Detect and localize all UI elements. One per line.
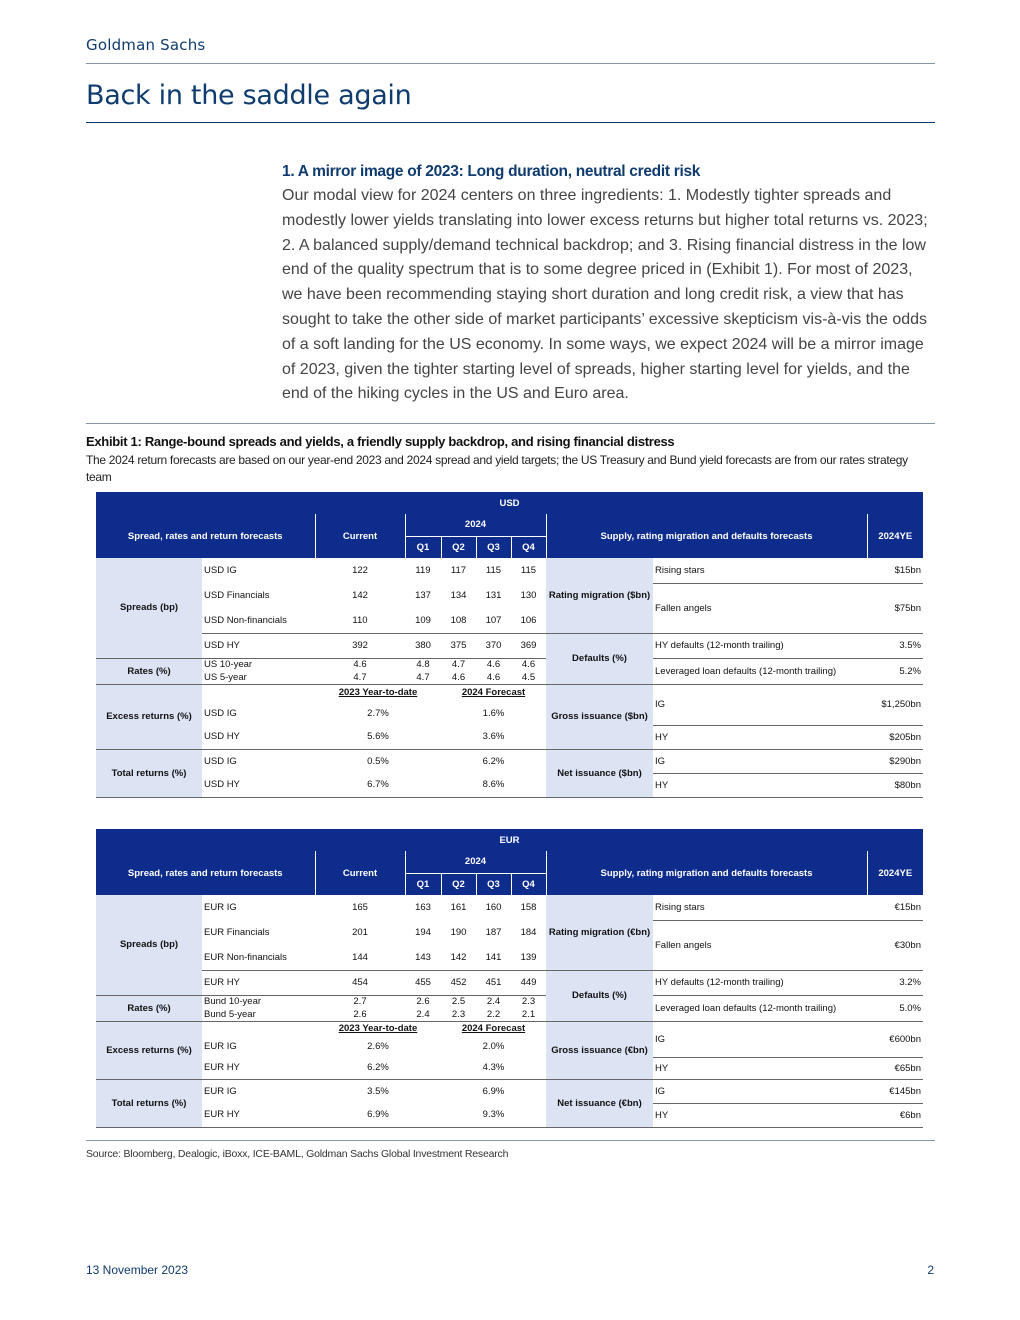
row-q1: 455	[405, 970, 441, 995]
forecast-table-usd	[96, 492, 923, 798]
supply-item: Leveraged loan defaults (12-month trailing)	[653, 995, 867, 1021]
footer-date: 13 November 2023	[86, 1263, 189, 1277]
row-current: 2.7	[353, 996, 367, 1008]
group-migration: Rating migration ($bn)	[546, 558, 653, 633]
header-current: Current	[315, 851, 405, 895]
row-q2: 2.5	[451, 996, 466, 1008]
page-title: Back in the saddle again	[86, 80, 412, 111]
row-q3: 2.4	[486, 996, 501, 1008]
exhibit-divider	[86, 423, 935, 424]
row-q3: 2.2	[476, 1008, 511, 1021]
forecast-table-eur	[96, 829, 923, 1128]
supply-value: 5.2%	[867, 658, 923, 684]
header-supply-forecasts: Supply, rating migration and defaults forecasts	[546, 851, 867, 895]
supply-item: Rising stars	[653, 558, 867, 583]
exhibit-subtitle: The 2024 return forecasts are based on our year-end 2023 and 2024 spread and yield targets; the US Treasury and Bund yield forecasts are from our rates strategy team	[86, 453, 908, 484]
row-ytd: 6.7%	[315, 773, 441, 797]
header-q1: Q1	[405, 536, 441, 558]
row-q1: 2.6	[416, 996, 430, 1008]
row-forecast: 9.3%	[441, 1103, 546, 1127]
row-q4: 2.1	[511, 1008, 546, 1021]
group-excess-returns: Excess returns (%)	[96, 1021, 202, 1079]
group-rates: Rates (%)	[96, 658, 202, 684]
row-name: Bund 10-year	[204, 996, 262, 1008]
supply-value: €6bn	[867, 1103, 923, 1127]
row-q1: 137	[415, 590, 431, 601]
row-forecast: 3.6%	[441, 725, 546, 749]
row-name: USD HY	[202, 773, 315, 797]
group-rates: Rates (%)	[96, 995, 202, 1021]
group-spreads: Spreads (bp)	[96, 895, 202, 995]
group-gross-issuance: Gross issuance (€bn)	[546, 1021, 653, 1079]
row-name: USD Financials	[204, 590, 270, 601]
supply-value: $1,250bn	[867, 684, 923, 725]
row-q1: 109	[405, 608, 441, 633]
row-q2: 134	[450, 590, 467, 601]
supply-value: $290bn	[867, 749, 923, 773]
row-name: EUR IG	[204, 1040, 237, 1052]
row-q4: 130	[520, 590, 537, 601]
row-q1: 2.4	[405, 1008, 441, 1021]
row-ytd: 6.9%	[315, 1103, 441, 1127]
supply-value: 3.5%	[867, 633, 923, 658]
row-q4: 115	[520, 565, 537, 576]
group-total-returns: Total returns (%)	[96, 749, 202, 797]
group-gross-issuance: Gross issuance ($bn)	[546, 684, 653, 749]
header-current: Current	[315, 514, 405, 558]
row-name: EUR IG	[204, 902, 237, 913]
row-forecast: 6.9%	[482, 1085, 505, 1097]
row-q3: 4.6	[476, 671, 511, 684]
row-current: 4.7	[315, 671, 405, 684]
row-name: USD IG	[204, 707, 237, 719]
row-q4: 369	[511, 633, 546, 658]
row-ytd: 5.6%	[315, 725, 441, 749]
row-q2: 161	[450, 902, 467, 913]
header-spread-forecasts: Spread, rates and return forecasts	[96, 514, 315, 558]
section-paragraph: Our modal view for 2024 centers on three ingredients: 1. Modestly tighter spreads and modestly lower yields translating into lower excess returns but higher total returns vs. 2023; 2. A balanced supply/demand technical backdrop; and 3. Rising financial distress in the low end of the quality spectrum that is to some degree priced in (Exhibit 1). For most of 2023, we have been recommending staying short duration and long credit risk, a view that has sought to take the other side of market participants’ excessive skepticism vis-à-vis the odds of a soft landing for the US economy. In some ways, we expect 2024 will be a mirror image of 2023, given the tighter starting level of spreads, higher starting level for yields, and the end of the hiking cycles in the US and Euro area.	[282, 187, 928, 403]
header-q1: Q1	[405, 873, 441, 895]
header-forecast: 2024 Forecast	[461, 687, 526, 699]
row-q3: 451	[476, 970, 511, 995]
header-supply-forecasts: Supply, rating migration and defaults forecasts	[546, 514, 867, 558]
row-q2: 4.6	[441, 671, 476, 684]
row-q3: 115	[485, 565, 502, 576]
row-name: EUR HY	[202, 1103, 315, 1127]
row-q3: 141	[476, 945, 511, 970]
supply-value: 5.0%	[867, 995, 923, 1021]
row-current: 2.6	[315, 1008, 405, 1021]
header-q2: Q2	[441, 873, 476, 895]
supply-item: Leveraged loan defaults (12-month trailing)	[653, 658, 867, 684]
group-defaults: Defaults (%)	[546, 633, 653, 684]
row-name: USD HY	[202, 633, 315, 658]
group-defaults: Defaults (%)	[546, 970, 653, 1021]
supply-item: HY defaults (12-month trailing)	[653, 970, 867, 995]
row-ytd: 6.2%	[315, 1057, 441, 1079]
exhibit-title: Exhibit 1: Range-bound spreads and yields, a friendly supply backdrop, and rising financial distress	[86, 434, 675, 449]
brand-name: Goldman Sachs	[86, 36, 206, 54]
row-q4: 4.6	[521, 659, 536, 671]
row-current: 142	[352, 590, 368, 601]
header-q2: Q2	[441, 536, 476, 558]
row-forecast: 8.6%	[441, 773, 546, 797]
row-q3: 187	[485, 927, 502, 938]
title-divider	[86, 122, 935, 123]
row-forecast: 1.6%	[482, 707, 505, 719]
supply-item: IG	[653, 684, 867, 725]
row-current: 144	[315, 945, 405, 970]
region-bar: USD	[96, 492, 923, 514]
row-q3: 107	[476, 608, 511, 633]
row-ytd: 2.7%	[367, 707, 389, 719]
row-q2: 190	[450, 927, 467, 938]
row-q2: 142	[441, 945, 476, 970]
header-q4: Q4	[511, 536, 546, 558]
group-migration: Rating migration (€bn)	[546, 895, 653, 970]
supply-value: €65bn	[867, 1057, 923, 1079]
page-number: 2	[927, 1263, 934, 1277]
row-name: USD Non-financials	[202, 608, 315, 633]
supply-value: $205bn	[867, 725, 923, 749]
row-current: 4.6	[353, 659, 367, 671]
row-ytd: 2.6%	[367, 1040, 389, 1052]
row-q1: 143	[405, 945, 441, 970]
row-q3: 131	[485, 590, 502, 601]
header-year: 2024	[405, 851, 546, 873]
supply-item: Fallen angels	[653, 583, 867, 633]
region-bar: EUR	[96, 829, 923, 851]
header-ytd: 2023 Year-to-date	[338, 1022, 418, 1034]
header-ytd: 2023 Year-to-date	[338, 687, 418, 699]
row-name: US 5-year	[202, 671, 315, 684]
supply-item: IG	[653, 749, 867, 773]
row-q2: 452	[441, 970, 476, 995]
supply-item: HY defaults (12-month trailing)	[653, 633, 867, 658]
row-name: EUR Financials	[204, 927, 270, 938]
row-ytd: 3.5%	[367, 1085, 389, 1097]
supply-value: €145bn	[867, 1079, 923, 1103]
row-current: 110	[315, 608, 405, 633]
row-q1: 380	[405, 633, 441, 658]
row-name: EUR HY	[202, 970, 315, 995]
supply-item: HY	[653, 1103, 867, 1127]
row-forecast: 6.2%	[482, 755, 505, 767]
row-q4: 4.5	[511, 671, 546, 684]
row-name: USD IG	[204, 755, 237, 767]
row-q4: 2.3	[521, 996, 536, 1008]
header-divider	[86, 63, 935, 64]
source-note: Source: Bloomberg, Dealogic, iBoxx, ICE-BAML, Goldman Sachs Global Investment Research	[86, 1148, 509, 1160]
row-name: EUR Non-financials	[202, 945, 315, 970]
row-q4: 139	[511, 945, 546, 970]
supply-value: $15bn	[867, 558, 923, 583]
row-ytd: 0.5%	[367, 755, 389, 767]
row-name: EUR IG	[204, 1085, 237, 1097]
header-ye: 2024YE	[867, 514, 923, 558]
row-q4: 184	[520, 927, 537, 938]
row-q4: 106	[511, 608, 546, 633]
section-heading: 1. A mirror image of 2023: Long duration, neutral credit risk	[282, 163, 701, 180]
row-current: 392	[315, 633, 405, 658]
header-q4: Q4	[511, 873, 546, 895]
row-q4: 449	[511, 970, 546, 995]
row-current: 201	[352, 927, 368, 938]
group-spreads: Spreads (bp)	[96, 558, 202, 658]
header-spread-forecasts: Spread, rates and return forecasts	[96, 851, 315, 895]
supply-value: 3.2%	[867, 970, 923, 995]
row-q4: 158	[520, 902, 537, 913]
row-current: 165	[352, 902, 368, 913]
supply-item: HY	[653, 1057, 867, 1079]
row-name: US 10-year	[204, 659, 253, 671]
supply-item: HY	[653, 725, 867, 749]
header-q3: Q3	[476, 873, 511, 895]
supply-value: €30bn	[867, 920, 923, 970]
supply-value: €15bn	[867, 895, 923, 920]
row-current: 122	[352, 565, 368, 576]
row-q3: 370	[476, 633, 511, 658]
group-net-issuance: Net issuance ($bn)	[546, 749, 653, 797]
supply-value: $80bn	[867, 773, 923, 797]
row-q3: 160	[485, 902, 502, 913]
supply-item: IG	[653, 1079, 867, 1103]
row-q2: 4.7	[451, 659, 466, 671]
group-net-issuance: Net issuance (€bn)	[546, 1079, 653, 1127]
row-q1: 163	[415, 902, 431, 913]
supply-item: IG	[653, 1021, 867, 1057]
header-q3: Q3	[476, 536, 511, 558]
row-q1: 119	[415, 565, 431, 576]
row-name: Bund 5-year	[202, 1008, 315, 1021]
header-forecast: 2024 Forecast	[461, 1022, 526, 1034]
row-q2: 117	[450, 565, 467, 576]
row-q2: 375	[441, 633, 476, 658]
group-excess-returns: Excess returns (%)	[96, 684, 202, 749]
row-name: USD HY	[202, 725, 315, 749]
row-q1: 194	[415, 927, 431, 938]
header-ye: 2024YE	[867, 851, 923, 895]
header-year: 2024	[405, 514, 546, 536]
row-q3: 4.6	[486, 659, 501, 671]
source-divider	[86, 1140, 935, 1141]
row-name: USD IG	[204, 565, 237, 576]
row-q1: 4.8	[416, 659, 430, 671]
row-forecast: 4.3%	[441, 1057, 546, 1079]
row-name: EUR HY	[202, 1057, 315, 1079]
supply-item: Rising stars	[653, 895, 867, 920]
group-total-returns: Total returns (%)	[96, 1079, 202, 1127]
row-current: 454	[315, 970, 405, 995]
row-q2: 2.3	[441, 1008, 476, 1021]
supply-value: €600bn	[867, 1021, 923, 1057]
row-q2: 108	[441, 608, 476, 633]
row-forecast: 2.0%	[482, 1040, 505, 1052]
row-q1: 4.7	[405, 671, 441, 684]
supply-item: HY	[653, 773, 867, 797]
supply-value: $75bn	[867, 583, 923, 633]
supply-item: Fallen angels	[653, 920, 867, 970]
